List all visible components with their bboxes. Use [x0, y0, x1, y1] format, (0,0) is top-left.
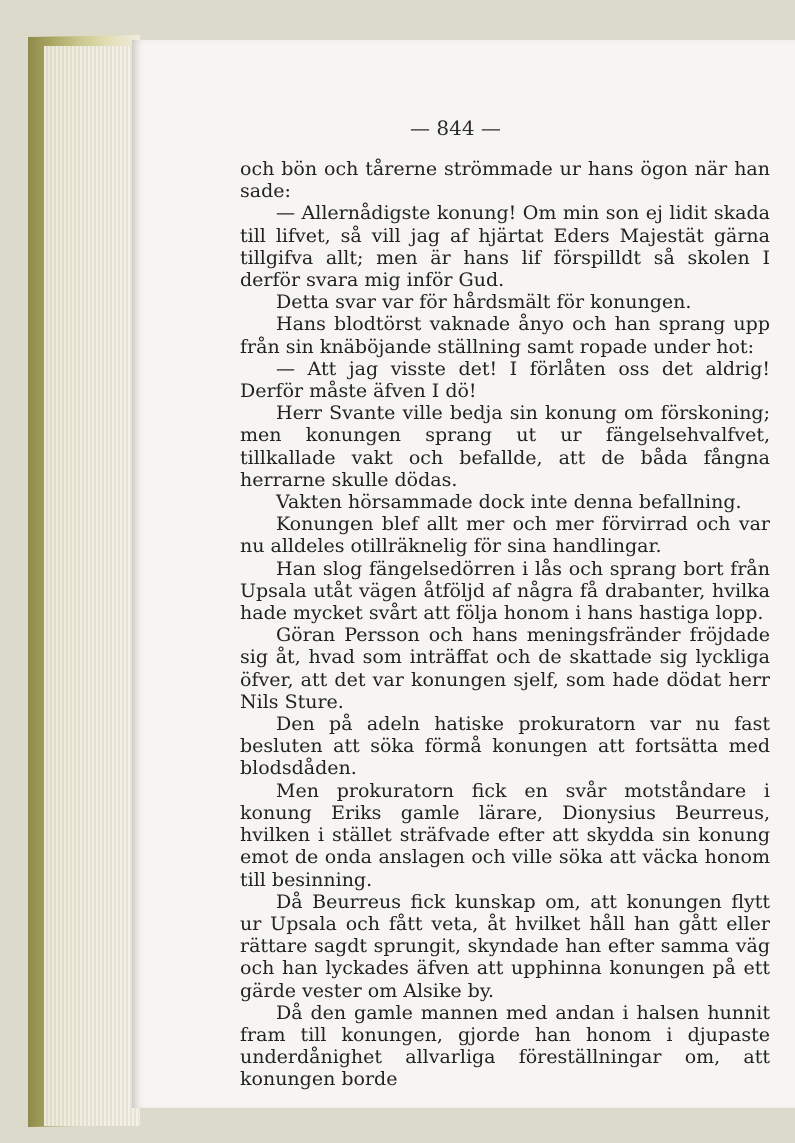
paragraph: — Att jag visste det! I förlåten oss det aldrig! Derför måste äfven I dö!	[240, 357, 770, 403]
paragraph: Han slog fängelsedörren i lås och sprang bort från Upsala utåt vägen åtföljd af några få drabanter, hvilka hade mycket svårt att följa honom i hans hastiga lopp.	[240, 557, 770, 625]
paragraph: Detta svar var för hårdsmält för konungen.	[276, 291, 692, 314]
paragraph: Då Beurreus fick kunskap om, att konungen flytt ur Upsala och fått veta, åt hvilket håll han gått eller rättare sagdt sprungit, skyndade han efter samma väg och han lyckades äfven att upphinna konungen på ett gärde vester om Alsike by.	[240, 890, 770, 1002]
paragraph: Då den gamle mannen med andan i halsen hunnit fram till konungen, gjorde han honom i djupaste underdånighet allvarliga föreställningar om, att konungen borde	[240, 1001, 770, 1091]
paragraph: Vakten hörsammade dock inte denna befallning.	[276, 491, 742, 514]
paragraph: Konungen blef allt mer och mer förvirrad och var nu alldeles otillräknelig för sina handlingar.	[240, 513, 770, 558]
page-stack-edge	[44, 46, 139, 1126]
body-text	[240, 158, 770, 1091]
paragraph: — Allernådigste konung! Om min son ej lidit skada till lifvet, så vill jag af hjärtat Eders Majestät gärna tillgifva allt; men är hans lif förspilldt så skolen I derför svara mig inför Gud.	[240, 202, 770, 292]
page-number: — 844 —	[410, 116, 501, 140]
paragraph: Göran Persson och hans meningsfränder fröjdade sig åt, hvad som inträffat och de skattade sig lyckliga öfver, att det var konungen sjelf, som hade dödat herr Nils Sture.	[240, 624, 770, 713]
paragraph: och bön och tårerne strömmade ur hans ögon när han sade:	[240, 158, 770, 203]
book-page	[132, 40, 795, 1108]
paragraph: Men prokuratorn fick en svår motståndare i konung Eriks gamle lärare, Dionysius Beurreus, hvilken i stället sträfvade efter att skydda sin konung emot de onda anslagen och ville söka att väcka honom till besinning.	[240, 779, 770, 891]
paragraph: Herr Svante ville bedja sin konung om förskoning; men konungen sprang ut ur fängelsehvalfvet, tillkallade vakt och befallde, att de båda fångna herrarne skulle dödas.	[240, 402, 770, 491]
paragraph: Den på adeln hatiske prokuratorn var nu fast besluten att söka förmå konungen att fortsätta med blodsdåden.	[240, 713, 770, 780]
paragraph: Hans blodtörst vaknade ånyo och han sprang upp från sin knäböjande ställning samt ropade under hot:	[240, 313, 770, 358]
